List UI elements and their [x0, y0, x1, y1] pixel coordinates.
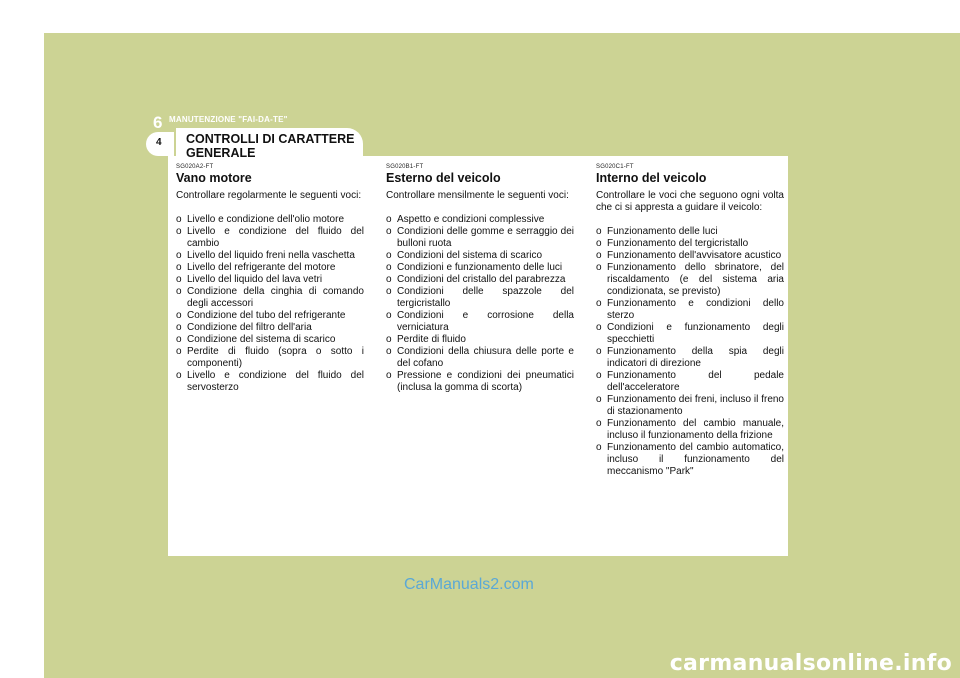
- checklist-item-text: Perdite di fluido: [397, 334, 466, 345]
- section-intro: Controllare regolarmente le seguenti voci:: [176, 190, 362, 201]
- bullet-icon: o: [176, 274, 182, 285]
- bullet-icon: o: [596, 226, 602, 237]
- checklist-item: [386, 370, 574, 394]
- checklist-item-text: Funzionamento del cambio automatico, incluso il funzionamento del meccanismo "Park": [607, 442, 784, 477]
- checklist-item: [596, 394, 784, 418]
- section-title: Interno del veicolo: [596, 171, 707, 185]
- bullet-icon: o: [386, 310, 392, 321]
- checklist-item-text: Funzionamento dell'avvisatore acustico: [607, 250, 782, 261]
- bullet-icon: o: [596, 250, 602, 261]
- checklist: [176, 214, 364, 394]
- checklist-item: [386, 310, 574, 334]
- checklist-item: [596, 262, 784, 298]
- checklist-item-text: Condizioni delle gomme e serraggio dei bulloni ruota: [397, 226, 574, 249]
- chapter-number: 6: [153, 113, 163, 132]
- bullet-icon: o: [596, 238, 602, 249]
- bullet-icon: o: [596, 298, 602, 309]
- footer-site-link[interactable]: carmanualsonline.info: [669, 651, 952, 676]
- column-engine-bay: [176, 164, 364, 394]
- checklist-item: [176, 334, 364, 346]
- checklist-item-text: Condizione della cinghia di comando degli accessori: [187, 286, 364, 309]
- checklist-item: [176, 370, 364, 394]
- bullet-icon: o: [386, 226, 392, 237]
- checklist-item-text: Condizione del filtro dell'aria: [187, 322, 312, 333]
- checklist-item-text: Funzionamento dei freni, incluso il freno di stazionamento: [607, 394, 784, 417]
- bullet-icon: o: [176, 334, 182, 345]
- checklist-item-text: Livello del liquido freni nella vaschetta: [187, 250, 355, 261]
- checklist-item-text: Funzionamento del tergicristallo: [607, 238, 749, 249]
- chapter-title: MANUTENZIONE "FAI-DA-TE": [169, 115, 288, 124]
- bullet-icon: o: [176, 262, 182, 273]
- section-code: SG020B1-FT: [386, 164, 424, 170]
- left-margin: [0, 33, 44, 678]
- checklist-item-text: Condizioni del cristallo del parabrezza: [397, 274, 566, 285]
- checklist-item: [596, 370, 784, 394]
- checklist-item-text: Condizioni della chiusura delle porte e del cofano: [397, 346, 574, 369]
- checklist-item-text: Condizione del tubo del refrigerante: [187, 310, 346, 321]
- checklist-item: [386, 286, 574, 310]
- checklist-item: [176, 286, 364, 310]
- watermark-link[interactable]: CarManuals2.com: [404, 576, 534, 593]
- page-number: 4: [156, 137, 162, 148]
- section-tab-title: CONTROLLI DI CARATTERE GENERALE: [186, 132, 355, 160]
- checklist-item: [596, 346, 784, 370]
- bullet-icon: o: [386, 334, 392, 345]
- checklist-item: [176, 262, 364, 274]
- checklist-item-text: Funzionamento della spia degli indicatori di direzione: [607, 346, 784, 369]
- checklist-item: [176, 274, 364, 286]
- checklist-item-text: Livello e condizione del fluido del servosterzo: [187, 370, 364, 393]
- bullet-icon: o: [596, 394, 602, 405]
- bullet-icon: o: [596, 418, 602, 429]
- checklist-item-text: Livello del liquido del lava vetri: [187, 274, 323, 285]
- checklist-item-text: Aspetto e condizioni complessive: [397, 214, 545, 225]
- checklist-item: [596, 238, 784, 250]
- bullet-icon: o: [596, 346, 602, 357]
- checklist-item-text: Condizioni e funzionamento delle luci: [397, 262, 563, 273]
- section-intro: Controllare mensilmente le seguenti voci:: [386, 190, 569, 201]
- bullet-icon: o: [596, 442, 602, 453]
- bullet-icon: o: [386, 262, 392, 273]
- checklist-item-text: Condizioni e corrosione della verniciatura: [397, 310, 574, 333]
- bullet-icon: o: [176, 370, 182, 381]
- checklist-item: [386, 250, 574, 262]
- checklist-item: [176, 346, 364, 370]
- bullet-icon: o: [176, 226, 182, 237]
- checklist-item: [386, 274, 574, 286]
- bullet-icon: o: [596, 322, 602, 333]
- bullet-icon: o: [386, 214, 392, 225]
- checklist-item-text: Livello e condizione dell'olio motore: [187, 214, 345, 225]
- bullet-icon: o: [176, 346, 182, 357]
- checklist-item-text: Funzionamento e condizioni dello sterzo: [607, 298, 784, 321]
- checklist: [596, 226, 784, 478]
- checklist-item: [596, 442, 784, 478]
- column-exterior: [386, 164, 574, 394]
- bullet-icon: o: [176, 310, 182, 321]
- checklist-item: [386, 262, 574, 274]
- section-code: SG020A2-FT: [176, 164, 214, 170]
- checklist-item-text: Funzionamento delle luci: [607, 226, 718, 237]
- checklist-item: [596, 250, 784, 262]
- section-title: Vano motore: [176, 171, 252, 185]
- checklist-item: [596, 418, 784, 442]
- bullet-icon: o: [386, 274, 392, 285]
- bullet-icon: o: [386, 370, 392, 381]
- checklist-item-text: Livello del refrigerante del motore: [187, 262, 336, 273]
- checklist-item: [176, 214, 364, 226]
- checklist-item-text: Livello e condizione del fluido del cambio: [187, 226, 364, 249]
- checklist-item: [596, 226, 784, 238]
- checklist-item: [386, 334, 574, 346]
- checklist-item: [596, 298, 784, 322]
- bullet-icon: o: [176, 322, 182, 333]
- bullet-icon: o: [386, 346, 392, 357]
- checklist-item: [176, 226, 364, 250]
- checklist-item-text: Funzionamento del cambio manuale, incluso il funzionamento della frizione: [607, 418, 784, 441]
- checklist-item: [386, 214, 574, 226]
- checklist-item-text: Pressione e condizioni dei pneumatici (inclusa la gomma di scorta): [397, 370, 574, 393]
- bullet-icon: o: [386, 286, 392, 297]
- checklist-item-text: Condizione del sistema di scarico: [187, 334, 336, 345]
- section-intro: Controllare le voci che seguono ogni volta che ci si appresta a guidare il veicolo:: [596, 190, 784, 213]
- checklist-item-text: Funzionamento dello sbrinatore, del riscaldamento (e del sistema aria condizionata, se previsto): [607, 262, 784, 297]
- bullet-icon: o: [176, 286, 182, 297]
- section-code: SG020C1-FT: [596, 164, 634, 170]
- checklist-item: [176, 250, 364, 262]
- checklist-item-text: Perdite di fluido (sopra o sotto i componenti): [187, 346, 364, 369]
- column-interior: [596, 164, 784, 478]
- checklist-item-text: Condizioni delle spazzole del tergicristallo: [397, 286, 574, 309]
- bullet-icon: o: [596, 262, 602, 273]
- checklist-item-text: Condizioni del sistema di scarico: [397, 250, 543, 261]
- checklist-item-text: Condizioni e funzionamento degli specchietti: [607, 322, 784, 345]
- bullet-icon: o: [596, 370, 602, 381]
- checklist-item: [176, 310, 364, 322]
- checklist-item: [386, 346, 574, 370]
- checklist-item: [386, 226, 574, 250]
- bullet-icon: o: [176, 250, 182, 261]
- checklist-item: [176, 322, 364, 334]
- bullet-icon: o: [176, 214, 182, 225]
- section-title: Esterno del veicolo: [386, 171, 501, 185]
- checklist-item: [596, 322, 784, 346]
- checklist-item-text: Funzionamento del pedale dell'acceleratore: [607, 370, 784, 393]
- bullet-icon: o: [386, 250, 392, 261]
- checklist: [386, 214, 574, 394]
